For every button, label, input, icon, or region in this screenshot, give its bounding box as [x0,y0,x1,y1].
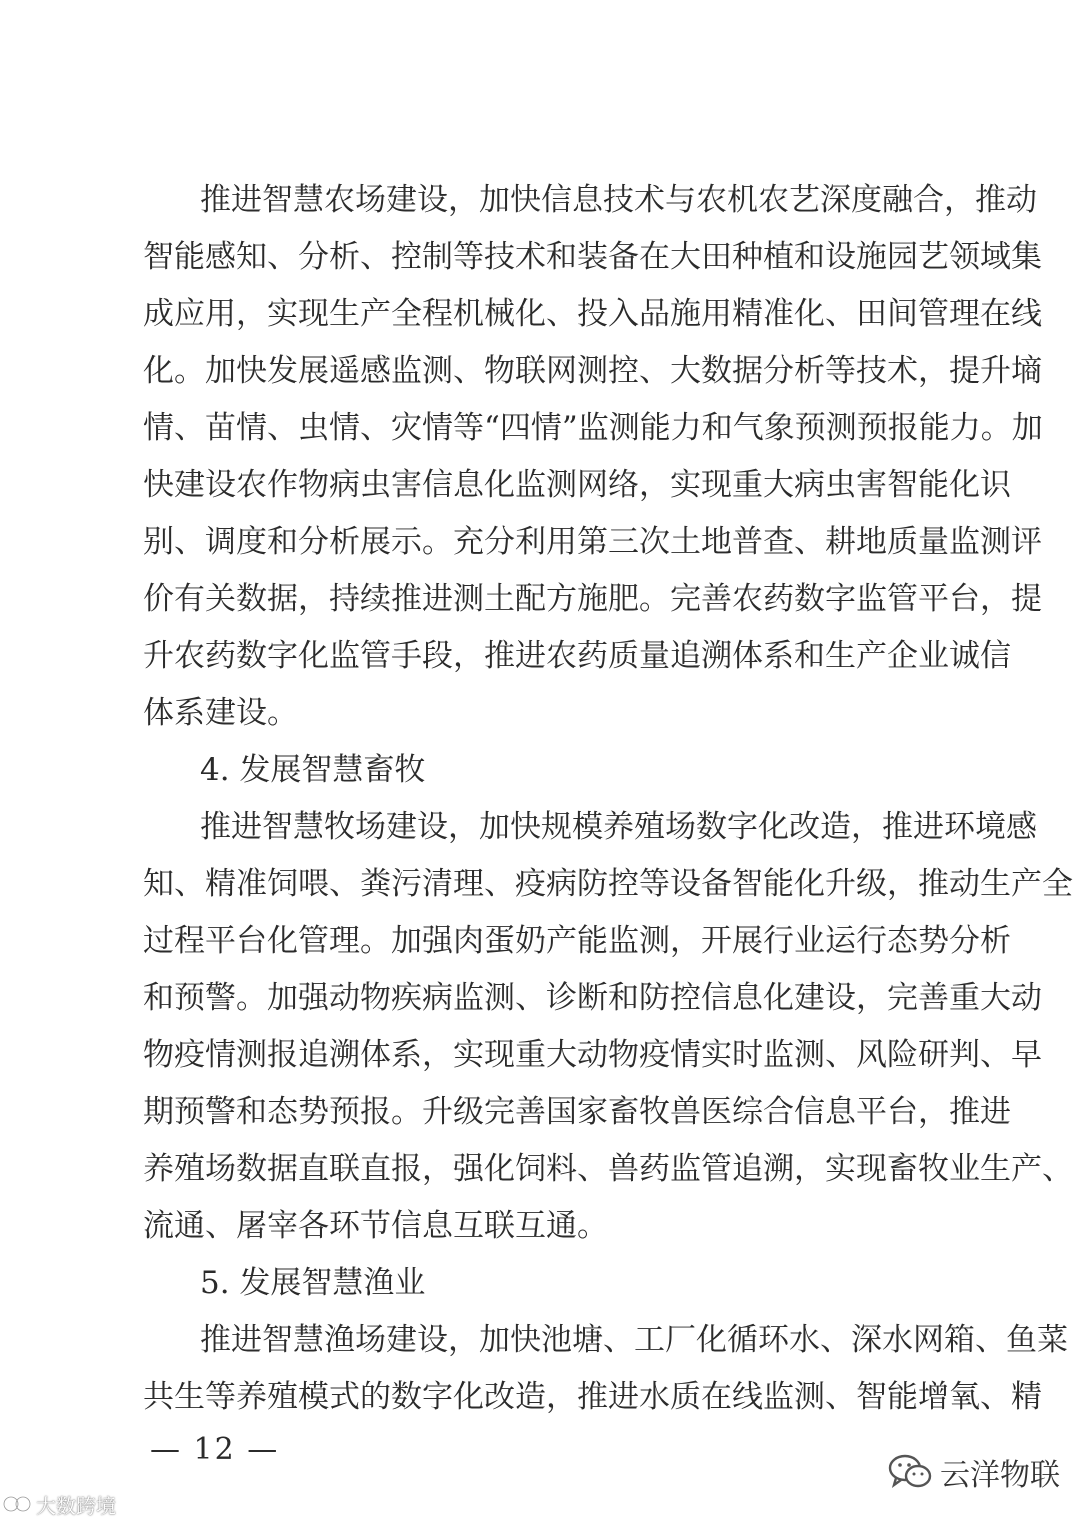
text-line: 流通、屠宰各环节信息互联互通。 [143,1208,608,1244]
text-line: 别、调度和分析展示。充分利用第三次土地普查、耕地质量监测评 [143,524,1042,560]
text-line: 成应用，实现生产全程机械化、投入品施用精准化、田间管理在线 [143,296,1042,332]
section-heading-4: 4. 发展智慧畜牧 [200,752,426,788]
watermark-right-text: 云洋物联 [940,1458,1060,1493]
text-line: 快建设农作物病虫害信息化监测网络，实现重大病虫害智能化识 [143,467,1011,503]
text-line: 推进智慧牧场建设，加快规模养殖场数字化改造，推进环境感 [200,809,1037,845]
text-line: 共生等养殖模式的数字化改造，推进水质在线监测、智能增氧、精 [143,1379,1042,1415]
section-heading-5: 5. 发展智慧渔业 [200,1265,426,1301]
text-line: 智能感知、分析、控制等技术和装备在大田种植和设施园艺领域集 [143,239,1042,275]
text-line: 推进智慧农场建设，加快信息技术与农机农艺深度融合，推动 [200,182,1037,218]
text-line: 化。加快发展遥感监测、物联网测控、大数据分析等技术，提升墒 [143,353,1042,389]
text-line: 情、苗情、虫情、灾情等“四情”监测能力和气象预测预报能力。加 [143,410,1043,446]
text-line: 推进智慧渔场建设，加快池塘、工厂化循环水、深水网箱、鱼菜 [200,1322,1068,1358]
text-line: 知、精准饲喂、粪污清理、疫病防控等设备智能化升级，推动生产全 [143,866,1073,902]
text-line: 养殖场数据直联直报，强化饲料、兽药监管追溯，实现畜牧业生产、 [143,1151,1073,1187]
watermark-left [2,1488,116,1520]
text-line: 期预警和态势预报。升级完善国家畜牧兽医综合信息平台，推进 [143,1094,1011,1130]
watermark-logo-icon [2,1491,32,1517]
text-line: 物疫情测报追溯体系，实现重大动物疫情实时监测、风险研判、早 [143,1037,1042,1073]
watermark-left-text: 大数跨境 [36,1493,116,1518]
text-line: 升农药数字化监管手段，推进农药质量追溯体系和生产企业诚信 [143,638,1011,674]
page-number: — 12 — [150,1432,280,1467]
watermark-right [888,1447,1060,1497]
text-line: 和预警。加强动物疾病监测、诊断和防控信息化建设，完善重大动 [143,980,1042,1016]
wechat-icon [888,1453,932,1491]
text-line: 过程平台化管理。加强肉蛋奶产能监测，开展行业运行态势分析 [143,923,1011,959]
text-line: 价有关数据，持续推进测土配方施肥。完善农药数字监管平台，提 [143,581,1042,617]
text-line: 体系建设。 [143,695,298,731]
